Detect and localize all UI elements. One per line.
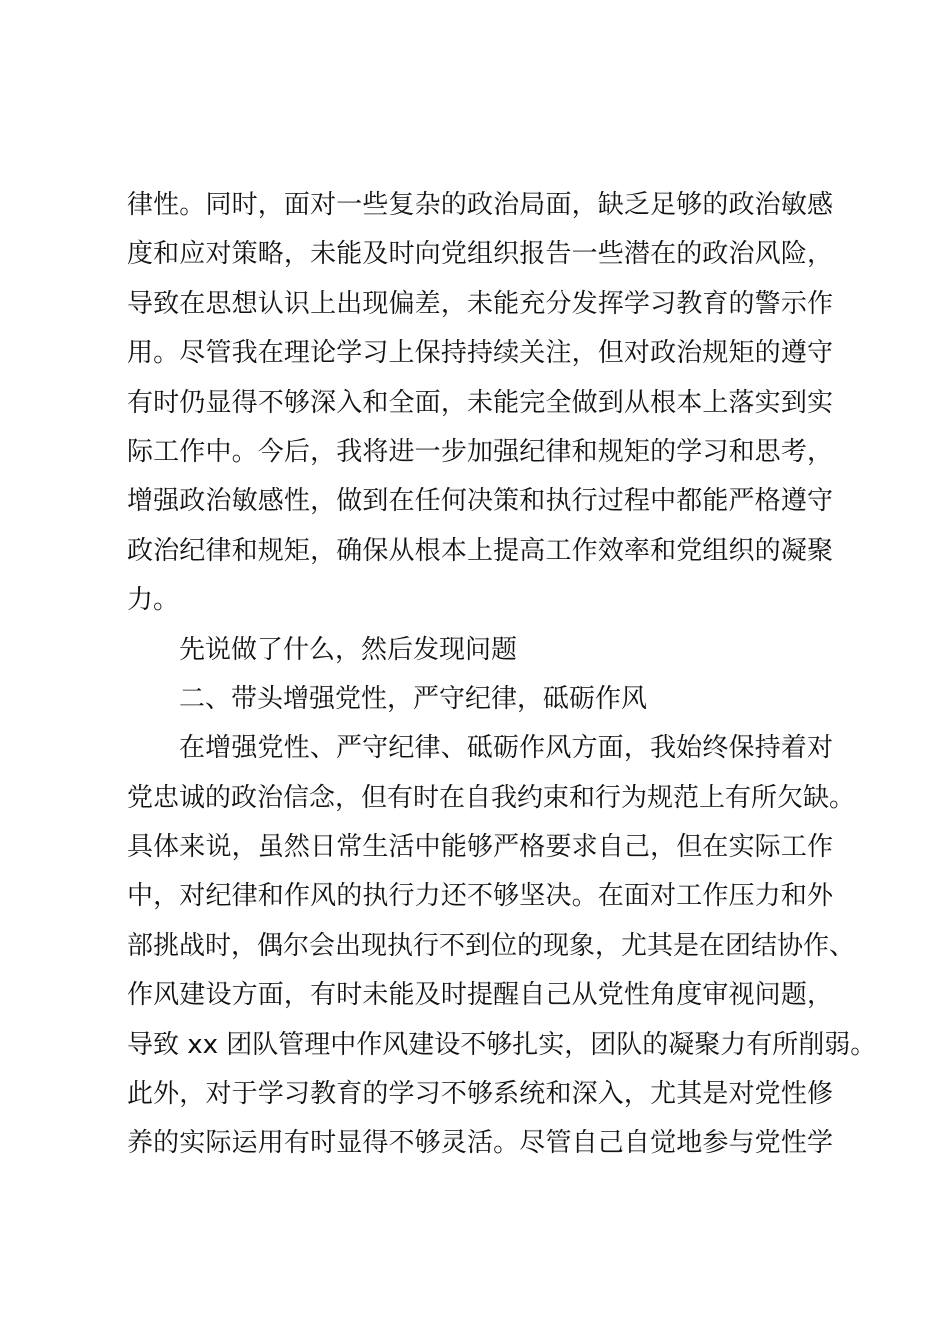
note-line: 先说做了什么，然后发现问题	[179, 634, 518, 665]
paragraph-line: 律性。同时，面对一些复杂的政治局面，缺乏足够的政治敏感	[127, 190, 833, 220]
paragraph-line: 具体来说，虽然日常生活中能够严格要求自己，但在实际工作	[127, 832, 833, 863]
paragraph-line: 此外，对于学习教育的学习不够系统和深入，尤其是对党性修	[127, 1079, 833, 1110]
paragraph-line: 用。尽管我在理论学习上保持持续关注，但对政治规矩的遵守	[127, 338, 833, 369]
paragraph-line: 党忠诚的政治信念，但有时在自我约束和行为规范上有所欠缺。	[127, 782, 856, 813]
paragraph-line: 际工作中。今后，我将进一步加强纪律和规矩的学习和思考，	[127, 436, 833, 467]
paragraph-line: 养的实际运用有时显得不够灵活。尽管自己自觉地参与党性学	[127, 1128, 833, 1159]
paragraph-line: 力。	[127, 585, 180, 616]
paragraph-line: 政治纪律和规矩，确保从根本上提高工作效率和党组织的凝聚	[127, 535, 833, 566]
paragraph-line: 增强政治敏感性，做到在任何决策和执行过程中都能严格遵守	[127, 486, 833, 517]
paragraph-line: 在增强党性、严守纪律、砥砺作风方面，我始终保持着对	[179, 733, 833, 764]
paragraph-line: 有时仍显得不够深入和全面，未能完全做到从根本上落实到实	[127, 387, 833, 418]
paragraph-line: 部挑战时，偶尔会出现执行不到位的现象，尤其是在团结协作、	[127, 930, 856, 961]
paragraph-line: 导致 xx 团队管理中作风建设不够扎实，团队的凝聚力有所削弱。	[127, 1029, 877, 1060]
section-heading: 二、带头增强党性，严守纪律，砥砺作风	[179, 683, 648, 714]
paragraph-line: 导致在思想认识上出现偏差，未能充分发挥学习教育的警示作	[127, 288, 833, 319]
paragraph-line: 度和应对策略，未能及时向党组织报告一些潜在的政治风险，	[127, 239, 833, 270]
document-body	[127, 181, 877, 1169]
paragraph-line: 作风建设方面，有时未能及时提醒自己从党性角度审视问题，	[127, 980, 833, 1011]
paragraph-line: 中，对纪律和作风的执行力还不够坚决。在面对工作压力和外	[127, 881, 833, 912]
